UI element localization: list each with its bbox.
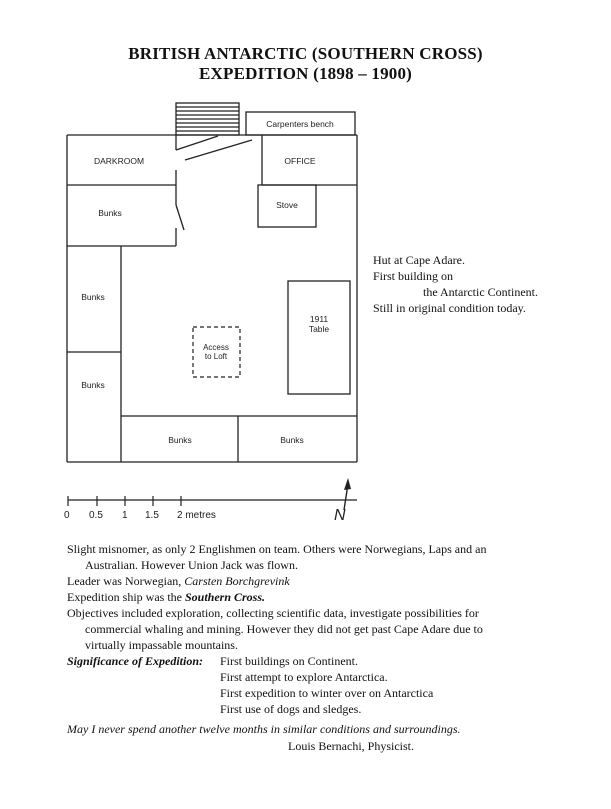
leader-prefix: Leader was Norwegian, bbox=[67, 574, 185, 588]
scale-tick-0: 0 bbox=[64, 510, 70, 521]
significance-item: First attempt to explore Antarctica. bbox=[220, 670, 388, 684]
hut-note-line4: Still in original condition today. bbox=[373, 301, 526, 315]
carpenters-bench-label: Carpenters bench bbox=[266, 119, 334, 129]
expedition-description bbox=[67, 541, 587, 717]
significance-item: First expedition to winter over on Antarctica bbox=[220, 686, 434, 700]
access-loft-label-line1: Access bbox=[203, 343, 229, 352]
leader-name: Carsten Borchgrevink bbox=[184, 574, 290, 588]
bunks-bottom-left-label: Bunks bbox=[168, 435, 192, 445]
misnomer-line1: Slight misnomer, as only 2 Englishmen on team. Others were Norwegians, Laps and an bbox=[67, 542, 487, 556]
scale-tick-0-5: 0.5 bbox=[89, 510, 103, 521]
page-title-line1: BRITISH ANTARCTIC (SOUTHERN CROSS) bbox=[128, 44, 483, 63]
leader-line bbox=[67, 573, 587, 589]
significance-block bbox=[67, 653, 587, 717]
hut-note-line2: First building on bbox=[373, 269, 454, 283]
darkroom-label: DARKROOM bbox=[93, 156, 145, 166]
scale-bar bbox=[64, 496, 357, 521]
north-arrow-icon bbox=[334, 478, 351, 524]
bunks-bottom-right-label: Bunks bbox=[280, 435, 304, 445]
bunks-left-upper-label: Bunks bbox=[81, 292, 105, 302]
north-label: N bbox=[334, 507, 346, 524]
table-year-label: 1911 bbox=[309, 314, 329, 324]
objectives-line3: virtually impassable mountains. bbox=[85, 638, 238, 652]
objectives-line1: Objectives included exploration, collecting scientific data, investigate possibilities for bbox=[67, 606, 479, 620]
access-loft-label-line2: to Loft bbox=[204, 352, 228, 361]
significance-label: Significance of Expedition: bbox=[67, 654, 203, 668]
table-label: Table bbox=[308, 324, 330, 334]
ship-prefix: Expedition ship was the bbox=[67, 590, 185, 604]
hut-note-line1: Hut at Cape Adare. bbox=[373, 253, 465, 267]
scale-tick-1: 1 bbox=[122, 510, 128, 521]
scale-tick-2-metres: 2 metres bbox=[177, 510, 216, 521]
quote-author: Louis Bernachi, Physicist. bbox=[288, 739, 414, 753]
misnomer-line2: Australian. However Union Jack was flown. bbox=[85, 558, 298, 572]
hut-note-line3: the Antarctic Continent. bbox=[423, 285, 538, 299]
stove-label: Stove bbox=[276, 200, 298, 210]
ship-name: Southern Cross. bbox=[184, 590, 266, 604]
scale-tick-1-5: 1.5 bbox=[145, 510, 159, 521]
significance-item: First use of dogs and sledges. bbox=[220, 702, 362, 716]
page-title-line2: EXPEDITION (1898 – 1900) bbox=[198, 64, 413, 83]
office-label: OFFICE bbox=[284, 156, 316, 166]
quote-text: May I never spend another twelve months in similar conditions and surroundings. bbox=[67, 722, 461, 736]
objectives-line2: commercial whaling and mining. However they did not get past Cape Adare due to bbox=[85, 622, 483, 636]
significance-item: First buildings on Continent. bbox=[220, 654, 359, 668]
bunks-top-label: Bunks bbox=[98, 208, 122, 218]
hut-note bbox=[373, 252, 538, 316]
bunks-left-lower-label: Bunks bbox=[81, 380, 105, 390]
ship-line bbox=[67, 589, 587, 605]
